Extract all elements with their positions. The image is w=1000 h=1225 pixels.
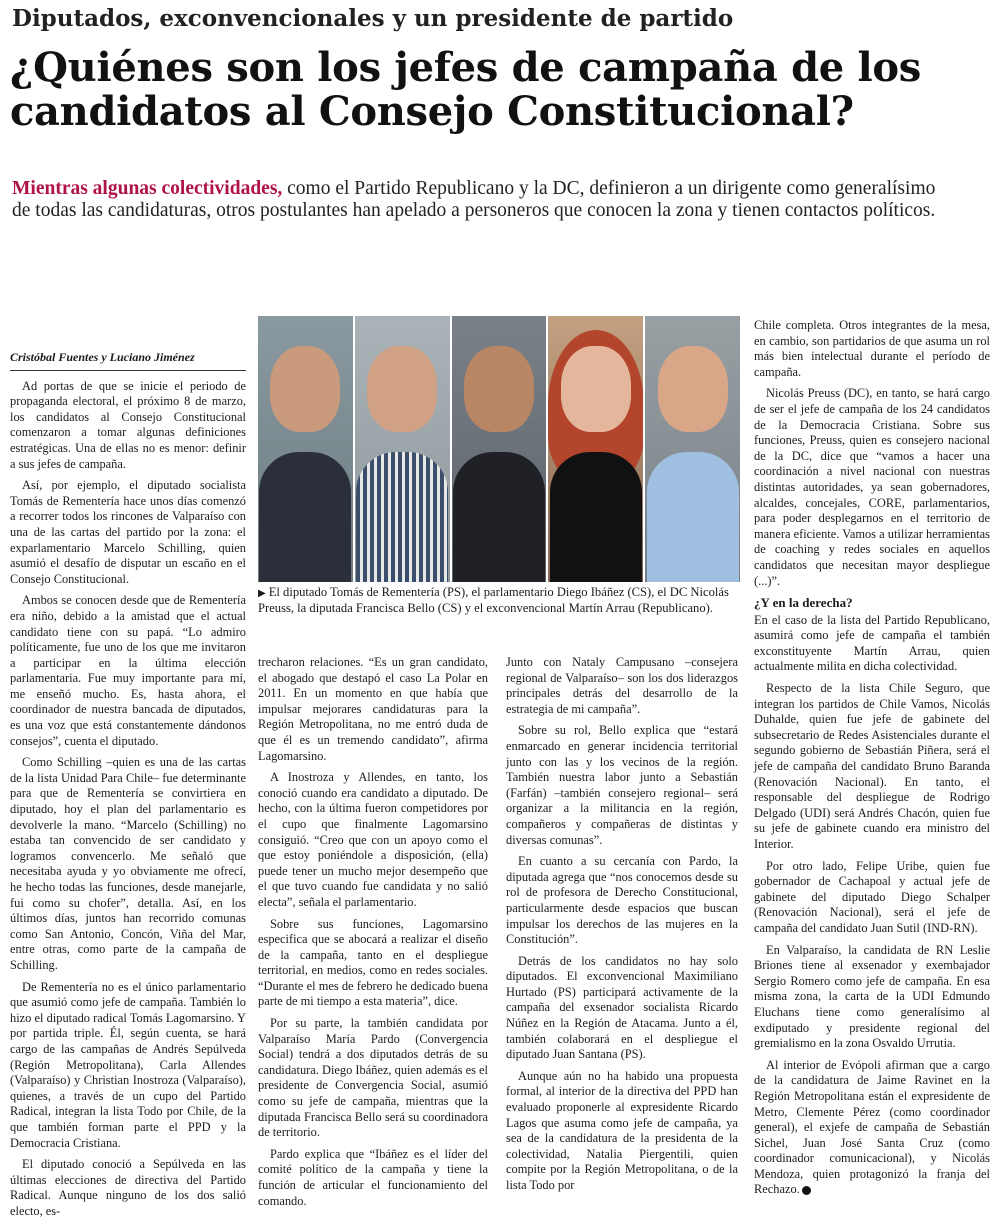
photo-tomas-de-rementeria — [258, 316, 353, 582]
photo-diego-ibanez — [355, 316, 450, 582]
photo-figure-body — [453, 452, 545, 582]
paragraph: El diputado conoció a Sepúlveda en las últimas elecciones de directiva del Partido Radical. Aunque ninguno de los dos salió electo, es- — [10, 1157, 246, 1218]
lead-line-1 — [12, 178, 990, 200]
photo-francisca-bello — [548, 316, 643, 582]
paragraph: Por su parte, la también candidata por Valparaíso María Pardo (Convergencia Social) tendrá a dos diputados detrás de su candidatura. Diego Ibáñez, quien además es el presidente de Convergencia Social, asumió como su jefe de campaña, mientras que la diputada Francisca Bello será su coordinadora de territorio. — [258, 1016, 488, 1140]
paragraph: Así, por ejemplo, el diputado socialista Tomás de Rementería hace unos días comenzó a recorrer todos los rincones de Valparaíso con una de las cartas del partido por la zona: el exparlamentario Marcelo Schilling, quien asumió el desafío de disputar un escaño en el Consejo Constitucional. — [10, 478, 246, 586]
paragraph-final — [754, 1058, 990, 1198]
headline-line-2: candidatos al Consejo Constitucional? — [10, 88, 854, 135]
photo-figure-body — [550, 452, 642, 582]
paragraph: Sobre su rol, Bello explica que “estará enmarcado en generar incidencia territorial junto con las y los vecinos de la región. También nuestra labor junto a Sebastián (Farfán) –también consejero regional– será organizar a la militancia en la región, compañeros y compañeras de distintas y diversas comunas”. — [506, 723, 738, 847]
final-paragraph-text: Al interior de Evópoli afirman que a cargo de la candidatura de Jaime Ravinet en la Región Metropolitana están el expresidente de Metro, Clemente Pérez (como coordinador general), el exjefe de campaña de Sebastián Sichel, Juan José Santa Cruz (como coordinador comunicacional), y Nicolás Mendoza, quien protagonizó la franja del Rechazo. — [754, 1057, 990, 1197]
kicker: Diputados, exconvencionales y un presidente de partido — [12, 5, 734, 32]
paragraph: A Inostroza y Allendes, en tanto, los conoció cuando era candidato a diputado. De hecho, con la última fueron competidores por el cupo que finalmente Lagomarsino consiguió. “Creo que con un apoyo como el que estoy poniéndole a disposición, (ella) puede tener un mucho mejor desempeño que el que tuvo cuando fue candidata y no salió electa”, señala el parlamentario. — [258, 770, 488, 909]
paragraph: Ambos se conocen desde que de Rementería era niño, debido a la amistad que el actual candidato tiene con su papá. “Lo admiro políticamente, fue uno de los que me invitaron a participar en la última elección parlamentaria. Fue muy importante para mí, me enseñó mucho. Es, hasta ahora, el coordinador de nuestra bancada de diputados, es una voz que está constantemente dándonos consejos”, cuenta el diputado. — [10, 593, 246, 748]
photo-figure-head — [464, 346, 534, 432]
photo-figure-head — [658, 346, 728, 432]
column-1 — [10, 350, 246, 1225]
paragraph: En el caso de la lista del Partido Republicano, asumirá como jefe de campaña el también exconstituyente Martín Arrau, quien actualmente milita en dicha colectividad. — [754, 612, 990, 674]
photo-figure-body — [647, 452, 739, 582]
paragraph: En Valparaíso, la candidata de RN Leslie Briones tiene al exsenador y exembajador Sergio Romero como jefe de campaña. En esa misma zona, la carta de la UDI Edmundo Eluchans tiene como generalísimo al exdiputado y presidente regional del gremialismo en la zona Osvaldo Urrutia. — [754, 942, 990, 1051]
paragraph: Como Schilling –quien es una de las cartas de la lista Unidad Para Chile– fue determinante para que de Rementería se convirtiera en diputado, hoy el plan del parlamentario es devolverle la mano. “Marcelo (Schilling) no estaba tan convencido de ser candidato y logramos convencerlo. Me señaló que necesitaba ayuda y yo obviamente me ofrecí, he hecho todas las funciones, desde manejarle, fui como su chofer”, detalla. Así, en los últimos días, juntos han recorrido comunas como San Antonio, Concón, Viña del Mar, entre otras, como parte de la campaña de Schilling. — [10, 755, 246, 972]
paragraph: Por otro lado, Felipe Uribe, quien fue gobernador de Cachapoal y actual jefe de gabinete del diputado Diego Schalper (Renovación Nacional), será el jefe de campaña del candidato Juan Sutil (IND-RN). — [754, 858, 990, 935]
caption-text: El diputado Tomás de Rementería (PS), el parlamentario Diego Ibáñez (CS), el DC Nicolás Preuss, la diputada Francisca Bello (CS) y el exconvencional Martín Arrau (Republicano). — [258, 585, 729, 615]
paragraph: Ad portas de que se inicie el periodo de propaganda electoral, el próximo 8 de marzo, los candidatos al Consejo Constitucional comenzaron a tomar algunas definiciones estratégicas. Una de ellas no es menor: definir a sus jefes de campaña. — [10, 378, 246, 471]
lead-line-2: de todas las candidaturas, otros postulantes han apelado a personeros que conocen la zona y tienen contactos políticos. — [12, 200, 936, 221]
column-4 — [754, 318, 990, 1204]
photo-figure-head — [561, 346, 631, 432]
photo-nicolas-preuss — [452, 316, 547, 582]
paragraph: En cuanto a su cercanía con Pardo, la diputada agrega que “nos conocemos desde su rol de profesora de Derecho Constitucional, particularmente desde espacios que buscan impulsar los derechos de las mujeres en la Constitución”. — [506, 854, 738, 947]
paragraph: Nicolás Preuss (DC), en tanto, se hará cargo de ser el jefe de campaña de los 24 candidatos de la Democracia Cristiana. Sobre sus funciones, Preuss, quien es consejero nacional de la DC, dice que “vamos a hacer una coordinación a nivel nacional con nuestras distintas autoridades, ya sean gobernadores, alcaldes, concejales, CORE, parlamentarios, para poder desplegarnos en el territorio de manera eficiente. Vamos a utilizar herramientas de coaching y redes sociales en aquellos candidatos que necesitan mayor despliegue (...)”. — [754, 386, 990, 588]
lead-line-1-rest: como el Partido Republicano y la DC, definieron a un dirigente como generalísimo — [282, 178, 936, 199]
headline-line-1: ¿Quiénes son los jefes de campaña de los — [10, 44, 922, 91]
photo-strip — [258, 316, 740, 582]
photo-figure-body — [356, 452, 448, 582]
paragraph: Respecto de la lista Chile Seguro, que integran los partidos de Chile Vamos, Nicolás Duhalde, quien fue jefe de gabinete del subsecretario de Redes Asistenciales durante el segundo gobierno de Sebastián Piñera, será el jefe de campaña del candidato Bruno Baranda (Renovación Nacional). En tanto, el responsable del despliegue de Rodrigo Delgado (UDI) será Andrés Chacón, quien fue su jefe de gabinete cuando era ministro del Interior. — [754, 681, 990, 851]
headline — [10, 46, 995, 134]
column-3 — [506, 655, 738, 1200]
paragraph: Aunque aún no ha habido una propuesta formal, al interior de la directiva del PPD han evaluado proponerle al expresidente Ricardo Lagos que asuma como jefe de campaña, ya sea de la candidatura de la presidenta de la colectividad, Natalia Piergentili, quien compite por la Región Metropolitana, o de la lista Todo por — [506, 1068, 738, 1192]
photo-caption — [258, 585, 740, 616]
paragraph: Detrás de los candidatos no hay solo diputados. El exconvencional Maximiliano Hurtado (PS) participará activamente de la campaña del exsenador socialista Ricardo Núñez en la Región de Atacama. Junto a él, también colaborará en el despliegue el diputado Juan Santana (PS). — [506, 953, 738, 1062]
paragraph: Pardo explica que “Ibáñez es el líder del comité político de la campaña y tiene la función de articular el funcionamiento del comando. — [258, 1146, 488, 1208]
paragraph: De Rementería no es el único parlamentario que asumió como jefe de campaña. También lo hizo el diputado radical Tomás Lagomarsino. Y por partida triple. Él, según cuenta, se hará cargo de las campañas de Andrés Sepúlveda (Región Metropolitana), Carla Allendes (Valparaíso) y Christian Inostroza (Valparaíso), quienes, a través de un cupo del Partido Radical, integran la lista Todo por Chile, de la que también forman parte el PPD y la Democracia Cristiana. — [10, 979, 246, 1150]
paragraph: trecharon relaciones. “Es un gran candidato, el abogado que destapó el caso La Polar en 2011. En un momento en que había que impulsar mejorares candidaturas para la Región Metropolitana, no me entró duda de que él es un tremendo candidato”, afirma Lagomarsino. — [258, 655, 488, 763]
paragraph: Junto con Nataly Campusano –consejera regional de Valparaíso– son los dos liderazgos principales detrás del desarrollo de la estrategia de mi campaña”. — [506, 655, 738, 716]
caption-arrow-icon: ▶ — [258, 588, 266, 599]
photo-figure-body — [259, 452, 351, 582]
photo-martin-arrau — [645, 316, 740, 582]
photo-figure-head — [270, 346, 340, 432]
lead-paragraph — [12, 178, 990, 222]
paragraph: Chile completa. Otros integrantes de la mesa, en cambio, son partidarios de que asuma un rol más bien intelectual durante el período de campaña. — [754, 318, 990, 379]
byline: Cristóbal Fuentes y Luciano Jiménez — [10, 350, 246, 371]
paragraph: Sobre sus funciones, Lagomarsino especifica que se abocará a realizar el diseño de la campaña, tanto en el despliegue territorial, en medios, como en redes sociales. “Durante el mes de febrero he dedicado buena parte de mi tiempo a esta materia”, dice. — [258, 916, 488, 1009]
end-mark-icon — [802, 1186, 811, 1195]
photo-figure-head — [367, 346, 437, 432]
column-2 — [258, 655, 488, 1215]
subhead-derecha: ¿Y en la derecha? — [754, 595, 853, 611]
lead-highlight: Mientras algunas colectividades, — [12, 178, 283, 199]
